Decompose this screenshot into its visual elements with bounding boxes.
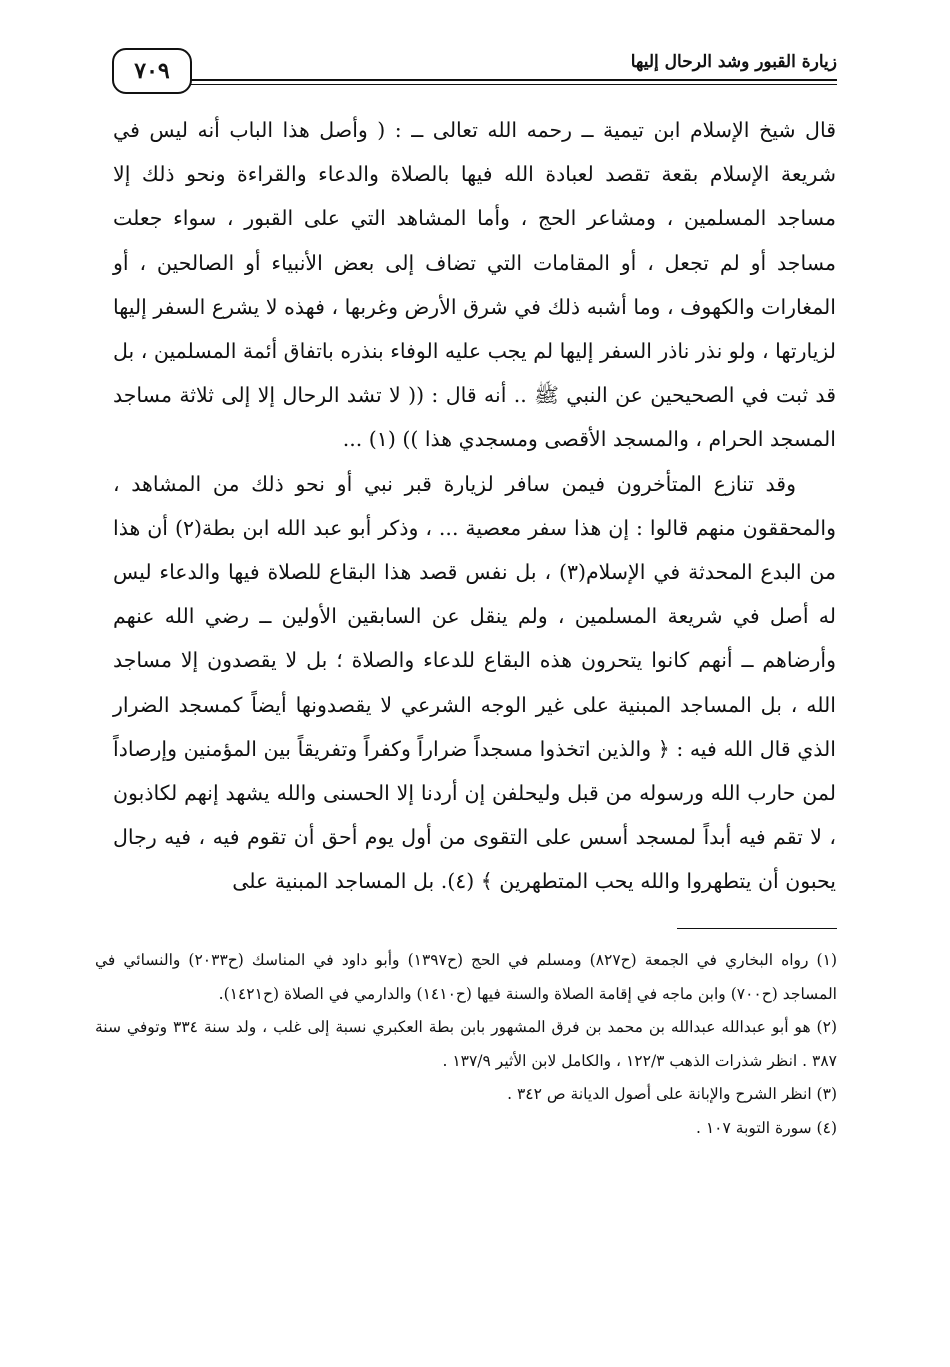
footnotes	[95, 944, 837, 1145]
page-header	[112, 48, 837, 96]
page-number: ٧٠٩	[112, 48, 192, 94]
paragraph-dispute: وقد تنازع المتأخرون فيمن سافر لزيارة قبر نبي أو نحو ذلك من المشاهد ، والمحققون منهم قالوا : إن هذا سفر معصية ... ، وذكر أبو عبد الله ابن بطة(٢) أن هذا من البدع المحدثة في الإسلام(٣) ، بل نفس قصد هذا البقاع للصلاة فيها والدعاء ليس له أصل في شريعة المسلمين ، ولم ينقل عن السابقين الأولين ــ رضي الله عنهم وأرضاهم ــ أنهم كانوا يتحرون هذه البقاع للدعاء والصلاة ؛ بل لا يقصدون إلا مساجد الله ، بل المساجد المبنية على غير الوجه الشرعي لا يقصدونها أيضاً كمسجد الضرار الذي قال الله فيه : ﴿ والذين اتخذوا مسجداً ضراراً وكفراً وتفريقاً بين المؤمنين وإرصاداً لمن حارب الله ورسوله من قبل وليحلفن إن أردنا إلا الحسنى والله يشهد إنهم لكاذبون ، لا تقم فيه أبداً لمسجد أسس على التقوى من أول يوم أحق أن تقوم فيه ، فيه رجال يحبون أن يتطهروا والله يحب المتطهرين ﴾ (٤). بل المساجد المبنية على	[113, 471, 836, 894]
footnote-separator	[677, 928, 837, 929]
main-text	[113, 108, 836, 904]
header-rule-thin	[190, 84, 837, 85]
footnote-1: (١) رواه البخاري في الجمعة (ح٨٢٧) ومسلم في الحج (ح١٣٩٧) وأبو داود في المناسك (ح٢٠٣٣) والنسائي في المساجد (ح٧٠٠) وابن ماجه في إقامة الصلاة والسنة فيها (ح١٤١٠) والدارمي في الصلاة (ح١٤٢١).	[95, 951, 837, 1003]
header-rule	[190, 79, 837, 81]
footnote-3: (٣) انظر الشرح والإبانة على أصول الديانة ص ٣٤٢ .	[507, 1085, 837, 1103]
footnote-2: (٢) هو أبو عبدالله عبدالله بن محمد بن فرق المشهور بابن بطة العكبري نسبة إلى غلب ، ولد سنة ٣٣٤ وتوفي سنة ٣٨٧ . انظر شذرات الذهب ١٢٢/٣ ، والكامل لابن الأثير ١٣٧/٩ .	[95, 1018, 837, 1070]
running-title: زيارة القبور وشد الرحال إليها	[630, 52, 837, 72]
footnote-4: (٤) سورة التوبة ١٠٧ .	[695, 1118, 837, 1137]
paragraph-quote: قال شيخ الإسلام ابن تيمية ــ رحمه الله تعالى ــ : ( وأصل هذا الباب أنه ليس في شريعة الإسلام بقعة تقصد لعبادة الله فيها بالصلاة والدعاء والقراءة ونحو ذلك إلا مساجد المسلمين ، ومشاعر الحج ، وأما المشاهد التي على القبور ، سواء جعلت مساجد أو لم تجعل ، أو المقامات التي تضاف إلى بعض الأنبياء أو الصالحين ، أو المغارات والكهوف ، وما أشبه ذلك في شرق الأرض وغربها ، فهذه لا يشرع السفر إليها لزيارتها ، ولو نذر ناذر السفر إليها لم يجب عليه الوفاء بنذره باتفاق أئمة المسلمين ، بل قد ثبت في الصحيحين عن النبي ﷺ .. أنه قال : (( لا تشد الرحال إلا إلى ثلاثة مساجد المسجد الحرام ، والمسجد الأقصى ومسجدي هذا )) (١) ...	[113, 118, 836, 452]
